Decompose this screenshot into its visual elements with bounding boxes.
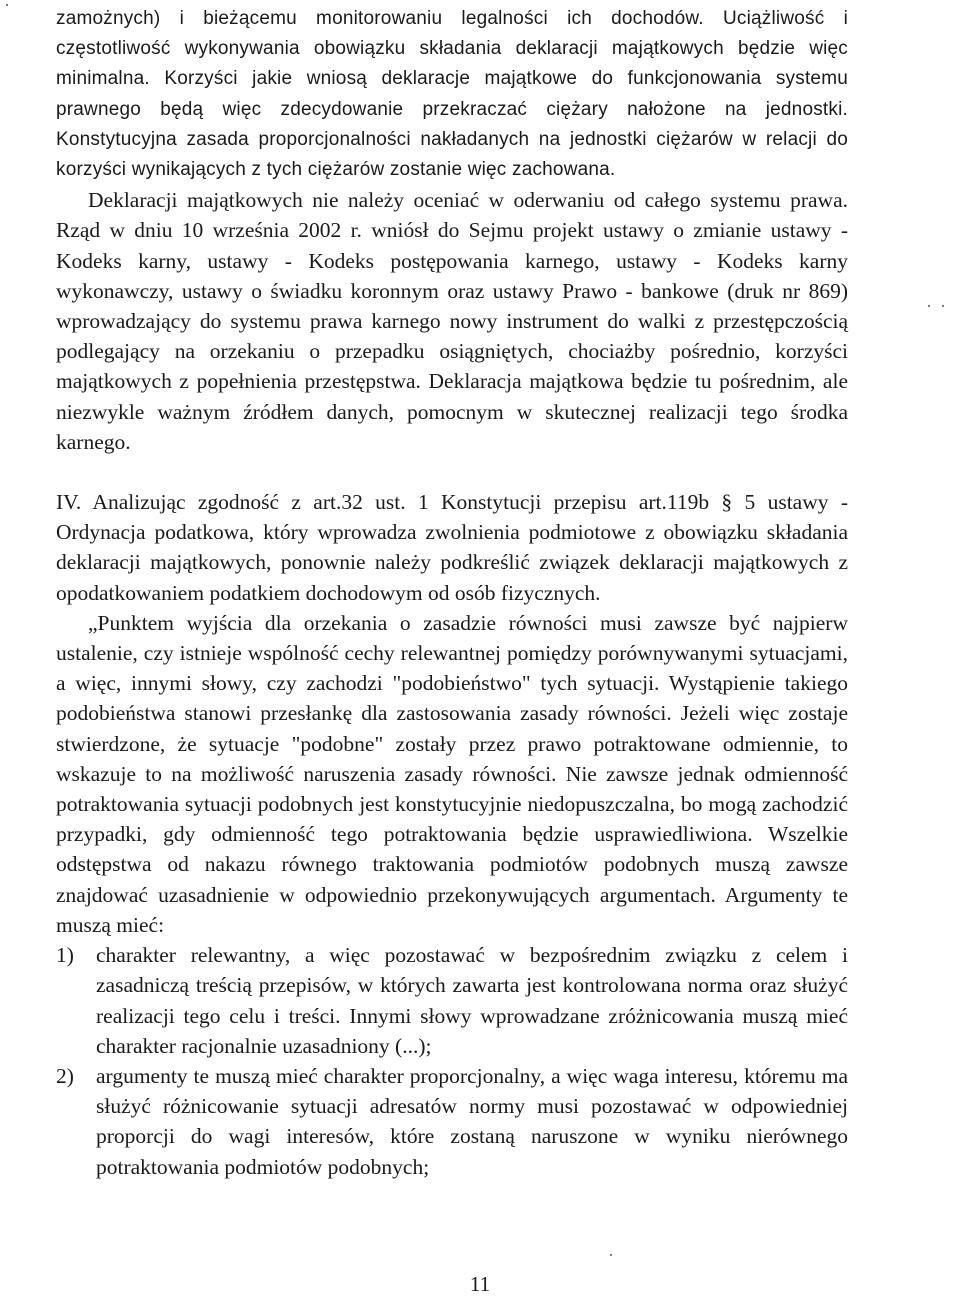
page-number: 11 [469,1272,491,1296]
list-item-text: charakter relewantny, a więc pozostawać w bezpośrednim związku z celem i zasadniczą treścią przepisów, w których zawarta jest kontrolowana norma oraz służyć realizacji tego celu i treści. Innymi słowy wprowadzane zróżnicowania muszą mieć charakter racjonalnie uzasadniony (...); [96,943,848,1058]
list-item-number: 2) [56,1063,74,1088]
section-spacer [56,457,848,487]
paragraph-equality-quote: „Punktem wyjścia dla orzekania o zasadzie równości musi zawsze być najpierw ustalenie, czy istnieje wspólność cechy relewantnej pomiędzy porównywanymi sytuacjami, a więc, innymi słowy, czy zachodzi "podobieństwo" tych sytuacji. Wystąpienie takiego podobieństwa stanowi przesłankę dla zastosowania zasady równości. Jeżeli więc zostaje stwierdzone, że sytuacje "podobne" zostały przez prawo potraktowane odmiennie, to wskazuje to na możliwość naruszenia zasady równości. Nie zawsze jednak odmienność potraktowania sytuacji podobnych jest konstytucyjnie niedopuszczalna, bo mogą zachodzić przypadki, gdy odmienność tego potraktowania będzie usprawiedliwiona. Wszelkie odstępstwa od nakazu równego traktowania podmiotów podobnych muszą zawsze znajdować uzasadnienie w odpowiednio przekonywujących argumentach. Argumenty te muszą mieć: [56,610,848,937]
scan-speck [942,305,944,307]
document-page [56,4,848,1182]
paragraph-section-iv: IV. Analizując zgodność z art.32 ust. 1 Konstytucji przepisu art.119b § 5 ustawy - Ordynacja podatkowa, który wprowadza zwolnienia podmiotowe z obowiązku składania deklaracji majątkowych, ponownie należy podkreślić związek deklaracji majątkowych z opodatkowaniem podatkiem dochodowym od osób fizycznych. [56,490,848,605]
criteria-list [56,940,848,1182]
list-item-number: 1) [56,943,74,968]
list-item-text: argumenty te muszą mieć charakter proporcjonalny, a więc waga interesu, któremu ma służyć różnicowanie sytuacji adresatów normy musi pozostawać w odpowiedniej proporcji do wagi interesów, które zostaną naruszone w wyniku nierównego potraktowania podmiotów podobnych; [96,1063,848,1179]
scan-speck [6,4,8,6]
list-item [56,940,848,1061]
scan-speck [610,1254,612,1256]
paragraph-legal-system-context: Deklaracji majątkowych nie należy oceniać w oderwaniu od całego systemu prawa. Rząd w dniu 10 września 2002 r. wniósł do Sejmu projekt ustawy o zmianie ustawy - Kodeks karny, ustawy - Kodeks postępowania karnego, ustawy - Kodeks karny wykonawczy, ustawy o świadku koronnym oraz ustawy Prawo - bankowe (druk nr 869) wprowadzający do systemu prawa karnego nowy instrument do walki z przestępczością podlegający na orzekaniu o przepadku osiągniętych, chociażby pośrednio, korzyści majątkowych z popełnienia przestępstwa. Deklaracja majątkowa będzie tu pośrednim, ale niezwykle ważnym źródłem danych, pomocnym w skutecznej realizacji tego środka karnego. [56,188,848,454]
scan-speck [928,305,930,307]
paragraph-asset-declarations-burden: zamożnych) i bieżącemu monitorowaniu legalności ich dochodów. Uciążliwość i częstotliwość wykonywania obowiązku składania deklaracji majątkowych będzie więc minimalna. Korzyści jakie wniosą deklaracje majątkowe do funkcjonowania systemu prawnego będą więc zdecydowanie przekraczać ciężary nałożone na jednostki. Konstytucyjna zasada proporcjonalności nakładanych na jednostki ciężarów w relacji do korzyści wynikających z tych ciężarów zostanie więc zachowana. [56,8,848,181]
list-item [56,1061,848,1182]
